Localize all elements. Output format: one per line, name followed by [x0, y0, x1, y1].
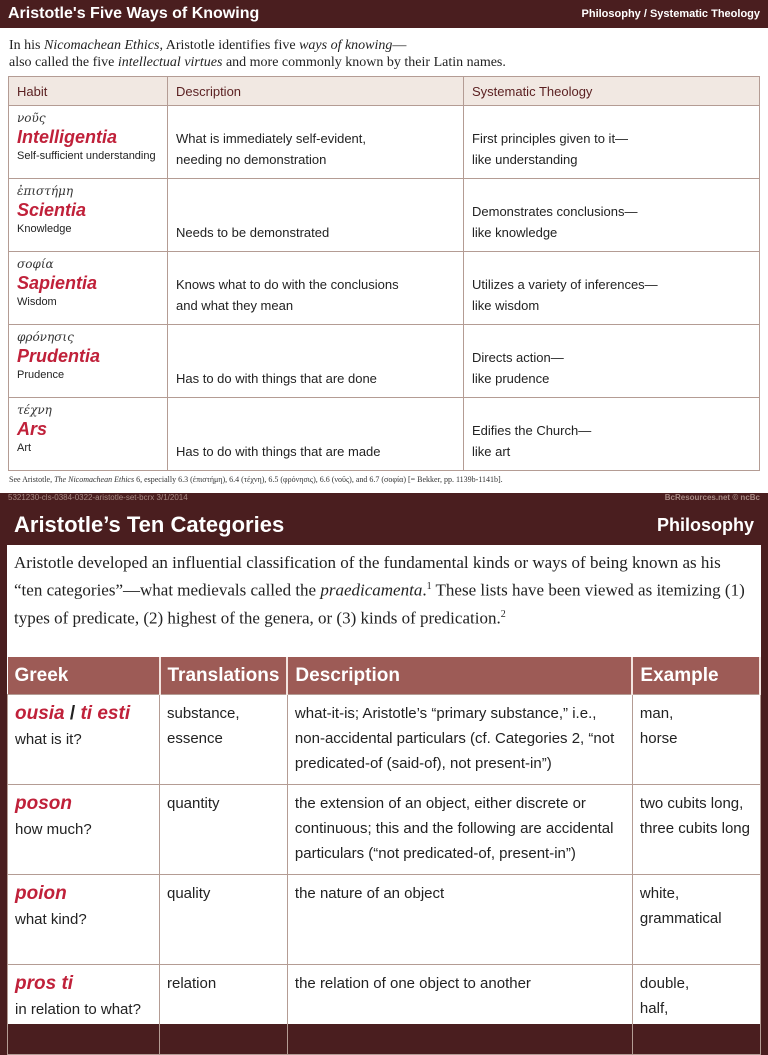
- table-row: [8, 695, 761, 785]
- intro-text: and more commonly known by their Latin names.: [222, 55, 506, 70]
- example-line: two cubits long,: [639, 795, 744, 812]
- translation-line: substance,: [167, 705, 240, 722]
- column-header: Systematic Theology: [464, 77, 760, 106]
- english-term: Knowledge: [17, 223, 72, 235]
- theology-cell: [464, 179, 760, 252]
- latin-term: Ars: [17, 419, 48, 439]
- greek-term: pros ti: [15, 973, 74, 994]
- intro-paragraph: [9, 37, 759, 71]
- example-line: half,: [639, 1000, 669, 1017]
- habit-cell: [9, 398, 168, 471]
- description-cell: [168, 252, 464, 325]
- description-cell: [287, 875, 632, 965]
- separator: /: [64, 703, 81, 724]
- document-id: 5321230-cls-0384-0322-aristotle-set-bcrx 3/1/2014: [8, 493, 188, 502]
- latin-term: Scientia: [17, 200, 87, 220]
- greek-cell: [8, 695, 160, 785]
- intro-text: In his: [9, 38, 44, 53]
- translations-cell: [160, 785, 288, 875]
- translation-line: essence: [167, 730, 223, 747]
- description-cell: [168, 325, 464, 398]
- table-header-row: [8, 657, 761, 695]
- description-cell: [168, 398, 464, 471]
- example-line: horse: [639, 730, 678, 747]
- table-row: [9, 179, 760, 252]
- latin-term: Prudentia: [17, 346, 101, 366]
- panel-body: [7, 545, 761, 1024]
- intro-text: —: [392, 38, 407, 53]
- translation-line: quantity: [167, 795, 220, 812]
- example-cell: [632, 875, 760, 965]
- description-line: non-accidental particulars (cf. Categories 2, “not: [294, 730, 615, 747]
- english-term: Prudence: [17, 369, 65, 381]
- footnote-text: 6, especially 6.3 (ἐπιστήμη), 6.4 (τέχνη), 6.5 (φρόνησις), 6.6 (νοῦς), and 6.7 (σοφία) [= Bekker, pp. 1139b-1141b].: [134, 475, 503, 484]
- table-row: [9, 106, 760, 179]
- footnote-text: See Aristotle,: [9, 475, 55, 484]
- description-cell: [287, 695, 632, 785]
- table-row: [8, 965, 761, 1055]
- theology-line: like knowledge: [472, 225, 558, 240]
- description-line: the nature of an object: [294, 885, 445, 902]
- greek-term: ἐπιστήμη: [17, 184, 74, 198]
- example-line: double,: [639, 975, 690, 992]
- intro-text: These lists have been viewed as itemizing (1) types of predicate, (2) highest of the genera, or (3) kinds of predication.: [14, 580, 745, 628]
- theology-line: like wisdom: [472, 298, 540, 313]
- intro-emphasis: praedicamenta: [320, 580, 423, 600]
- example-line: man,: [639, 705, 674, 722]
- panel-header: [0, 0, 768, 28]
- theology-line: Edifies the Church—: [472, 423, 592, 438]
- description-line: particulars (“not predicated-of, present-in”): [294, 845, 576, 862]
- theology-line: First principles given to it—: [472, 131, 629, 146]
- ten-categories-panel: [0, 505, 768, 1024]
- example-cell: [632, 695, 760, 785]
- panel-subtitle: Philosophy / Systematic Theology: [581, 8, 760, 20]
- description-cell: [168, 106, 464, 179]
- description-line: Knows what to do with the conclusions: [176, 277, 399, 292]
- translation-line: relation: [167, 975, 217, 992]
- theology-cell: [464, 106, 760, 179]
- description-line: the extension of an object, either discrete or: [294, 795, 586, 812]
- description-line: needing no demonstration: [176, 152, 327, 167]
- theology-cell: [464, 252, 760, 325]
- theology-line: like prudence: [472, 371, 550, 386]
- intro-text: , Aristotle identifies five: [159, 38, 300, 53]
- intro-emphasis: intellectual virtues: [117, 55, 223, 70]
- example-line: white,: [639, 885, 680, 902]
- panel-header: [0, 505, 768, 545]
- intro-book-title: Nicomachean Ethics: [44, 38, 160, 53]
- five-ways-panel: [0, 0, 768, 493]
- panel-title: Aristotle's Five Ways of Knowing: [8, 5, 260, 22]
- example-line: three cubits long: [639, 820, 750, 837]
- habit-cell: [9, 325, 168, 398]
- footnote-ref[interactable]: 1: [426, 581, 432, 592]
- example-line: grammatical: [639, 910, 722, 927]
- intro-paragraph: [7, 545, 761, 651]
- column-header: Description: [168, 77, 464, 106]
- theology-line: Utilizes a variety of inferences—: [472, 277, 658, 292]
- theology-line: Demonstrates conclusions—: [472, 204, 638, 219]
- english-term: Wisdom: [17, 296, 57, 308]
- description-line: continuous; this and the following are accidental: [294, 820, 614, 837]
- translations-cell: [160, 875, 288, 965]
- table-row: [8, 875, 761, 965]
- greek-term: poson: [15, 793, 72, 814]
- ten-categories-table: [7, 657, 761, 1055]
- column-header: Habit: [9, 77, 168, 106]
- greek-term-alt: ti esti: [80, 703, 131, 724]
- description-cell: [168, 179, 464, 252]
- table-row: [9, 398, 760, 471]
- description-cell: [287, 965, 632, 1055]
- footnote: [9, 475, 503, 484]
- latin-term: Intelligentia: [17, 127, 118, 147]
- example-cell: [632, 965, 760, 1055]
- greek-term: νοῦς: [17, 111, 46, 125]
- theology-cell: [464, 325, 760, 398]
- english-term: Art: [17, 442, 32, 454]
- column-header: Translations: [160, 657, 288, 695]
- greek-cell: [8, 965, 160, 1055]
- question: what is it?: [15, 731, 82, 748]
- description-line: and what they mean: [176, 298, 294, 313]
- intro-text: also called the five: [9, 55, 118, 70]
- intro-emphasis: ways of knowing: [299, 38, 393, 53]
- description-line: What is immediately self-evident,: [176, 131, 367, 146]
- meta-bar: [0, 493, 768, 505]
- greek-term: φρόνησις: [17, 330, 74, 344]
- column-header: Description: [287, 657, 632, 695]
- table-row: [9, 252, 760, 325]
- translations-cell: [160, 965, 288, 1055]
- habit-cell: [9, 179, 168, 252]
- description-line: the relation of one object to another: [294, 975, 531, 992]
- greek-cell: [8, 785, 160, 875]
- panel-title: Aristotle’s Ten Categories: [14, 512, 285, 537]
- table-row: [9, 325, 760, 398]
- question: in relation to what?: [15, 1001, 141, 1018]
- latin-term: Sapientia: [17, 273, 98, 293]
- greek-term: poion: [15, 883, 67, 904]
- greek-term: ousia: [15, 703, 65, 724]
- table-row: [8, 785, 761, 875]
- theology-cell: [464, 398, 760, 471]
- translation-line: quality: [167, 885, 211, 902]
- column-header: Example: [632, 657, 760, 695]
- habit-cell: [9, 106, 168, 179]
- translations-cell: [160, 695, 288, 785]
- greek-term: τέχνη: [17, 403, 52, 417]
- footnote-book-title: The Nicomachean Ethics: [54, 475, 135, 484]
- table-header-row: [9, 77, 760, 106]
- panel-body: [0, 28, 768, 493]
- greek-cell: [8, 875, 160, 965]
- example-cell: [632, 785, 760, 875]
- greek-term: σοφία: [17, 257, 54, 271]
- theology-line: like understanding: [472, 152, 578, 167]
- theology-line: Directs action—: [472, 350, 564, 365]
- description-line: Has to do with things that are done: [176, 371, 377, 386]
- theology-line: like art: [472, 444, 511, 459]
- description-line: Has to do with things that are made: [176, 444, 381, 459]
- copyright: BcResources.net © ncBc: [664, 493, 760, 502]
- intro-text: Aristotle developed an influential classification of the fundamental kinds or ways of being known as his “ten categories”—what medievals called the: [14, 553, 721, 600]
- habit-cell: [9, 252, 168, 325]
- description-line: predicated-of (said-of), not present-in”): [294, 755, 552, 772]
- description-line: Needs to be demonstrated: [176, 225, 330, 240]
- description-line: what-it-is; Aristotle’s “primary substance,” i.e.,: [294, 705, 597, 722]
- question: how much?: [15, 821, 92, 838]
- question: what kind?: [15, 911, 87, 928]
- english-term: Self-sufficient understanding: [17, 150, 156, 162]
- panel-subtitle: Philosophy: [656, 514, 754, 535]
- intro-text: .: [422, 580, 427, 600]
- five-ways-table: [8, 76, 760, 471]
- description-cell: [287, 785, 632, 875]
- footnote-ref[interactable]: 2: [500, 608, 506, 620]
- column-header: Greek: [8, 657, 160, 695]
